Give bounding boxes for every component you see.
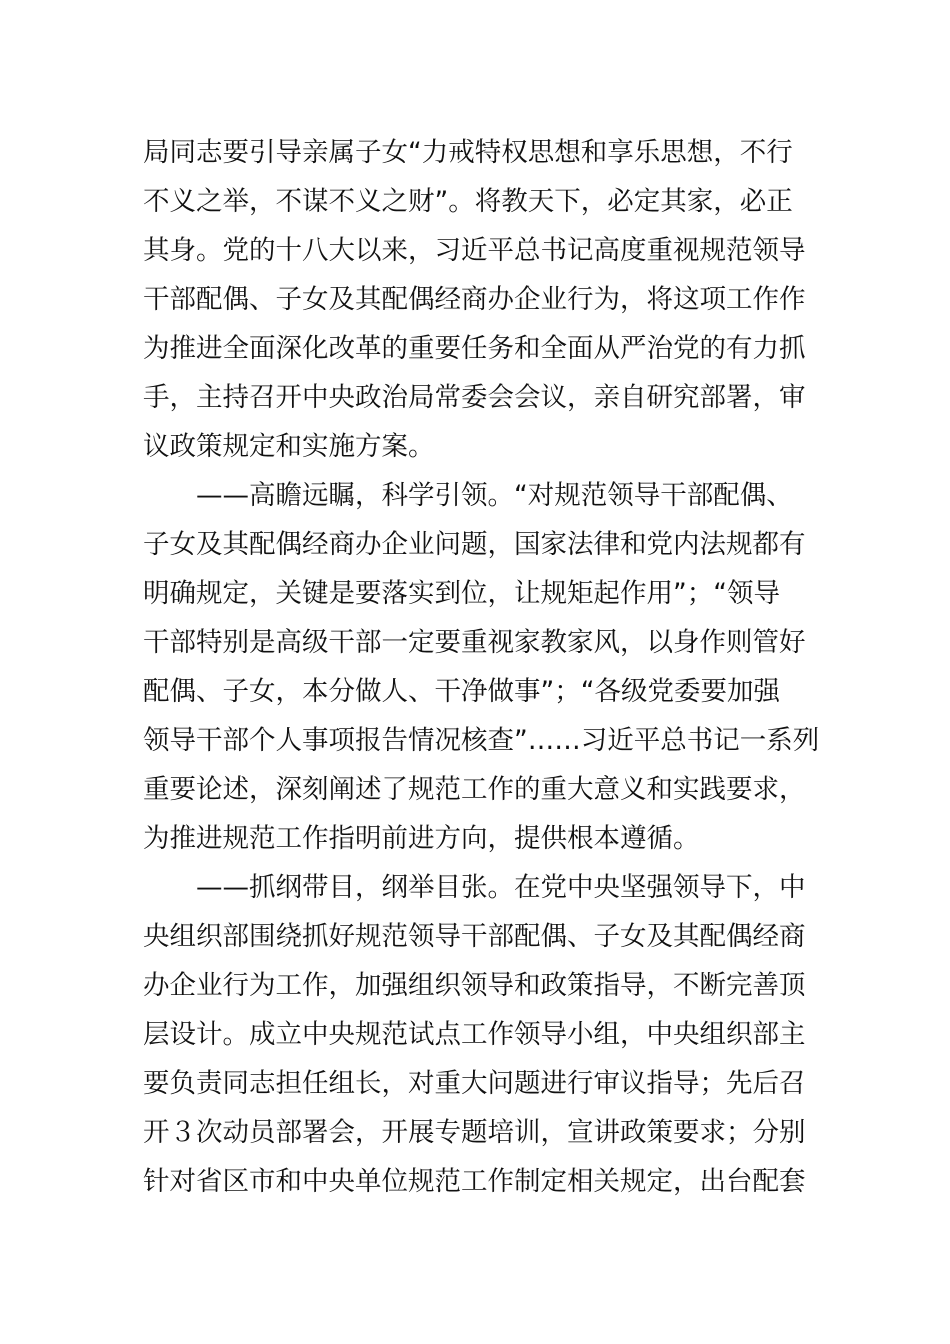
paragraph-start-line: ——高瞻远瞩，科学引领。“对规范领导干部配偶、	[196, 480, 793, 511]
text-line: 重要论述，深刻阐述了规范工作的重大意义和实践要求，	[143, 774, 806, 805]
text-line: 手，主持召开中央政治局常委会会议，亲自研究部署，审	[143, 382, 806, 413]
text-line: 为推进规范工作指明前进方向，提供根本遵循。	[143, 823, 700, 854]
text-line: 开３次动员部署会，开展专题培训，宣讲政策要求；分别	[143, 1117, 806, 1148]
text-line: 局同志要引导亲属子女“力戒特权思想和享乐思想，不行	[143, 137, 793, 168]
text-line: 领导干部个人事项报告情况核查”……习近平总书记一系列	[143, 725, 820, 756]
text-line: 配偶、子女，本分做人、干净做事”；“各级党委要加强	[143, 676, 780, 707]
text-line: 子女及其配偶经商办企业问题，国家法律和党内法规都有	[143, 529, 806, 560]
text-line: 干部特别是高级干部一定要重视家教家风，以身作则管好	[143, 627, 806, 658]
text-line: 明确规定，关键是要落实到位，让规矩起作用”；“领导	[143, 578, 780, 609]
text-line: 央组织部围绕抓好规范领导干部配偶、子女及其配偶经商	[143, 921, 806, 952]
text-line: 为推进全面深化改革的重要任务和全面从严治党的有力抓	[143, 333, 806, 364]
text-line: 针对省区市和中央单位规范工作制定相关规定，出台配套	[143, 1166, 806, 1197]
text-line: 其身。党的十八大以来，习近平总书记高度重视规范领导	[143, 235, 806, 266]
text-line: 干部配偶、子女及其配偶经商办企业行为，将这项工作作	[143, 284, 806, 315]
text-line: 要负责同志担任组长，对重大问题进行审议指导；先后召	[143, 1068, 806, 1099]
text-line: 办企业行为工作，加强组织领导和政策指导，不断完善顶	[143, 970, 806, 1001]
text-line: 不义之举，不谋不义之财”。将教天下，必定其家，必正	[143, 186, 793, 217]
body-text	[143, 128, 820, 1206]
paragraph-start-line: ——抓纲带目，纲举目张。在党中央坚强领导下，中	[196, 872, 806, 903]
text-line: 议政策规定和实施方案。	[143, 431, 435, 462]
text-line: 层设计。成立中央规范试点工作领导小组，中央组织部主	[143, 1019, 806, 1050]
